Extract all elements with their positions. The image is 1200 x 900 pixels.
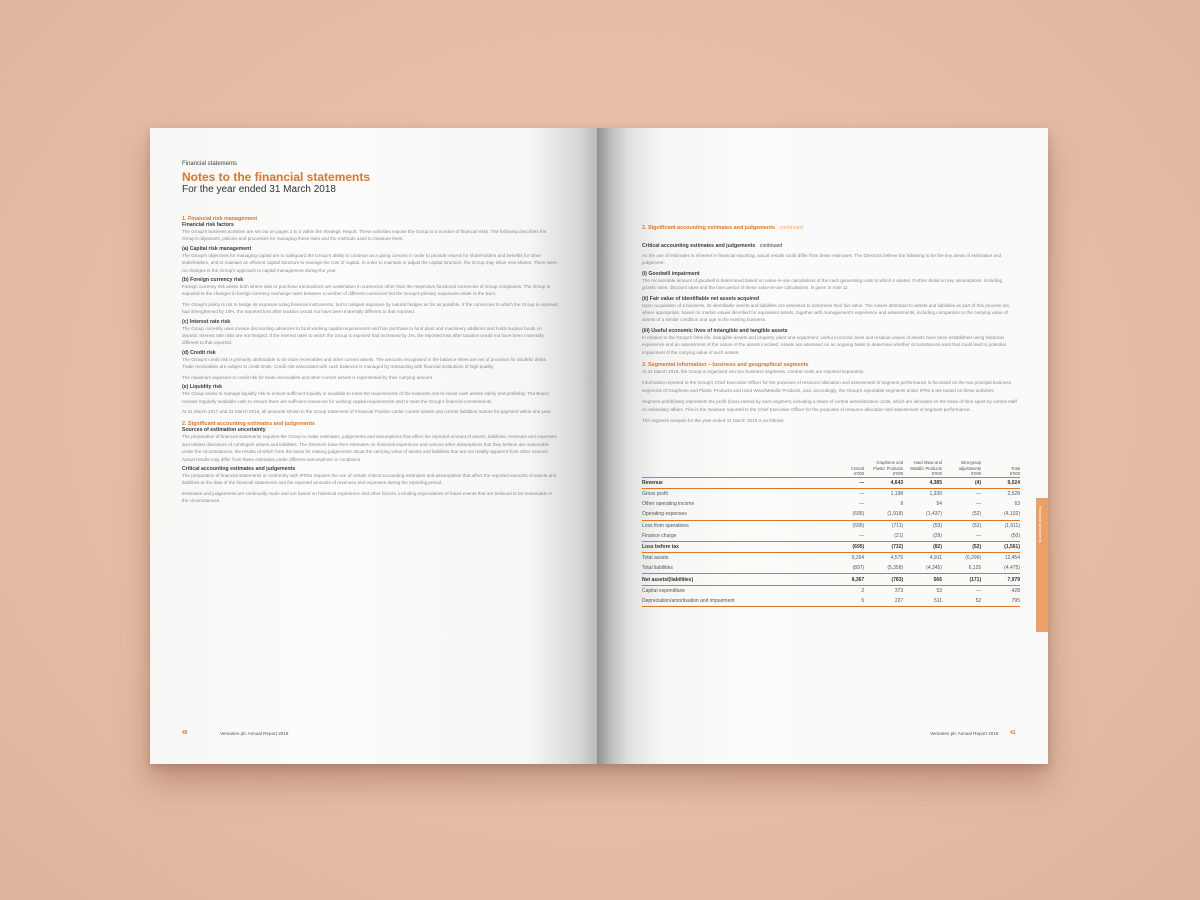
paragraph: Estimates and judgements are continually made and are based on historical experience and other factors, including expectations of future events that are believed to be reasonable in the circumstances.: [182, 490, 553, 504]
sub-heading: Financial risk factors: [182, 222, 234, 228]
row-label: Finance charge: [642, 532, 677, 539]
paragraph: In relation to the Group's finite life, intangible assets and property, plant and equipment, useful economic lives and residual values of assets have been established using historical experience and an assessment of the nature of the assets involved. Assets are assessed on an ongoing basis to determine whether circumstances exist that could lead to potential impairment of the carrying value of such assets.: [642, 334, 1006, 355]
row-label: Total liabilities: [642, 565, 673, 572]
page-number: 40: [182, 730, 188, 736]
sub-heading: Critical accounting estimates and judgements: [182, 465, 296, 472]
table-cell: (21): [894, 532, 904, 539]
table-cell: 7,979: [981, 574, 1020, 585]
table-cell: 566: [903, 574, 942, 585]
table-header-row: [642, 460, 1020, 477]
side-tab-label: Financial statements: [1038, 506, 1043, 543]
table-cell: 9,024: [981, 477, 1020, 488]
table-cell: —: [976, 501, 982, 508]
paragraph: Segment profit/(loss) represents the profit (loss) earned by each segment, including a share of central administration costs, which are allocated on the basis of time spent by central staff on subsidiary affairs. This is the measure reported to the Chief Executive Officer for the purposes of resource allocation and assessment of segment performance.: [642, 399, 1017, 412]
table-cell: 63: [1014, 501, 1020, 508]
table-cell: (52): [942, 541, 981, 552]
sub-heading: (iii) Useful economic lives of intangible and tangible assets: [642, 327, 788, 334]
segment-table: [642, 460, 1020, 607]
sub-heading: (ii) Fair value of identifiable net assets acquired: [642, 295, 760, 302]
sub-heading: (e) Liquidity risk: [182, 384, 223, 391]
table-row: [642, 531, 1020, 542]
sub-heading: (a) Capital risk management: [182, 245, 252, 252]
continued-label: continued: [759, 243, 783, 249]
right-page: [597, 128, 1048, 764]
row-label: Loss from operations: [642, 520, 826, 531]
table-cell: (4,345): [926, 565, 942, 572]
table-cell: —: [826, 477, 865, 488]
section-heading: 2. Significant accounting estimates and judgements: [642, 225, 775, 231]
table-cell: (52): [972, 511, 982, 518]
sub-heading: Critical accounting estimates and judgements: [642, 243, 756, 249]
row-label: Revenue: [642, 477, 826, 488]
paragraph: The Group's objectives for managing capital are to safeguard the Group's ability to continue as a going concern in order to provide returns for shareholders and benefits for other stakeholders, and to maintain an efficient capital structure to manage the cost of capital. In order to maintain or adjust the capital structure, the Group may issue new shares. There were no changes in the Group's approach to capital management during the year.: [182, 252, 557, 273]
column-header: Central €'000: [850, 465, 865, 477]
table-cell: —: [976, 532, 982, 539]
table-cell: (695): [826, 541, 865, 552]
table-cell: (82): [903, 541, 942, 552]
row-label: Capital expenditure: [642, 587, 686, 594]
paragraph: Foreign currency risk arises both where sale or purchase transactions are undertaken in currencies other than the respective functional currencies of Group companies. The Group is exposed to the changes in foreign currency exchange rates between a number of different currencies but the Group's primary exposures relate to the Euro.: [182, 284, 551, 297]
paragraph: The Group seeks to manage liquidity risk to ensure sufficient liquidity is available to meet the requirements of the business and to invest cash assets safely and profitably. The Board reviews regularly available cash to ensure there are sufficient resources for working capital requirements and to meet the Group's financial commitments.: [182, 391, 549, 404]
table-cell: —: [976, 587, 982, 594]
table-cell: 2: [861, 587, 865, 594]
table-cell: (897): [852, 565, 865, 572]
table-cell: (5,358): [887, 565, 904, 572]
table-cell: 4,643: [864, 477, 903, 488]
section-heading: 1. Financial risk management: [182, 216, 258, 222]
table-row: [642, 477, 1020, 488]
table-cell: (6,296): [965, 555, 982, 562]
table-cell: 4,385: [903, 477, 942, 488]
table-cell: (171): [942, 574, 981, 585]
column-header: Graphene and Plastic Products €'000: [873, 460, 904, 477]
sub-heading: (c) Interest rate risk: [182, 318, 231, 325]
paragraph: The preparation of financial statements requires the Group to make estimates, judgements and assumptions that affect the reported amount of assets, liabilities, revenues and expenses and related disclosure of contingent assets and liabilities. The Directors base their estimates on historical experience and various other assumptions that they believe are reasonable under the circumstances, the results of which form the basis for making judgements about the carrying value of assets and liabilities that are not readily apparent from other sources. Actual results may differ from these estimates under different assumptions or conditions.: [182, 434, 557, 462]
table-cell: —: [859, 532, 865, 539]
table-cell: 2,528: [1007, 491, 1020, 498]
paragraph: The recoverable amount of goodwill is determined based on value-in-use calculations of the cash generating units to which it relates. Further detail on key assumptions, including growth rates, discount rates and the time period of these value-in-use calculations, is given in note 11.: [642, 277, 1003, 291]
table-row: [642, 499, 1020, 509]
paragraph: Upon acquisition of a business, its identifiable assets and liabilities are assessed to determine their fair value. The values attributed to assets and liabilities as part of this process are, where appropriate, based on market values identified for equivalent assets, together with management's experience and assessments, including comparison to the carrying value of assets of a similar condition and age in the existing business.: [642, 302, 1011, 323]
row-label: Total assets: [642, 555, 669, 562]
page-number: 41: [1010, 730, 1016, 736]
table-cell: —: [859, 491, 865, 498]
table-cell: (52): [942, 520, 981, 531]
column-header: Intra-group adjustments €'000: [958, 460, 982, 477]
table-cell: —: [976, 491, 982, 498]
table-cell: 8,367: [826, 574, 865, 585]
page-subtitle: For the year ended 31 March 2018: [182, 184, 336, 195]
table-row: [642, 596, 1020, 607]
column-header: Hard Wear and Metallic Products €'000: [910, 460, 942, 477]
table-cell: (695): [852, 511, 865, 518]
paragraph: The preparation of financial statements in conformity with IFRSs requires the use of certain critical accounting estimates and assumptions that affect the reported amounts of assets and liabilities at the date of the financial statements and the reported amounts of revenues and expenses during the reporting period.: [182, 472, 557, 486]
sub-heading: (d) Credit risk: [182, 349, 216, 356]
table-cell: (783): [864, 574, 903, 585]
footer-text: Versarien plc Annual Report 2018: [220, 731, 289, 736]
segment-table-grid: [642, 460, 1020, 607]
sub-heading: Sources of estimation uncertainty: [182, 427, 266, 434]
paragraph: Information reported to the Group's Chief Executive Officer for the purposes of resource allocation and assessment of segment performance is focussed on the two principal business segments of Graphene and Plastic Products and Hard Wear/Metallic Products, and, accordingly, the Group's reportable segments under IFRS 8 are based on these activities.: [642, 380, 1011, 393]
table-row: [642, 541, 1020, 552]
table-cell: (1,561): [981, 541, 1020, 552]
row-label: Gross profit: [642, 491, 668, 498]
table-row: [642, 509, 1020, 520]
table-cell: 4,911: [929, 555, 942, 562]
row-label: Depreciation/amortisation and impairment: [642, 596, 826, 607]
table-cell: (732): [864, 541, 903, 552]
table-cell: 1,330: [929, 491, 942, 498]
table-cell: 6,125: [968, 565, 982, 572]
table-cell: (4,475): [1004, 565, 1020, 572]
table-cell: (711): [864, 520, 903, 531]
table-cell: (53): [903, 520, 942, 531]
table-cell: —: [859, 501, 865, 508]
section-heading: 2. Significant accounting estimates and judgements: [182, 421, 315, 428]
table-cell: 5: [826, 596, 865, 607]
paragraph: At 31 March 2018, the Group is organised into two business segments. Central costs are reported separately.: [642, 369, 865, 375]
table-cell: 9,264: [851, 555, 865, 562]
table-cell: 428: [1011, 587, 1020, 594]
paragraph: The segment analysis for the year ended 31 March 2018 is as follows:: [642, 418, 785, 424]
table-cell: 53: [936, 587, 942, 594]
row-label: Loss before tax: [642, 541, 826, 552]
table-cell: 52: [942, 596, 981, 607]
section-heading: 3. Segmental information – business and geographical segments: [642, 362, 809, 369]
table-cell: 795: [981, 596, 1020, 607]
table-row: [642, 488, 1020, 499]
row-label: Other operating income: [642, 501, 695, 508]
table-cell: 227: [864, 596, 903, 607]
table-cell: (1,437): [926, 511, 942, 518]
table-cell: 1,198: [890, 491, 904, 498]
table-cell: 511: [903, 596, 942, 607]
table-cell: 12,454: [1004, 555, 1020, 562]
row-label: Operating expenses: [642, 511, 687, 518]
table-row: [642, 520, 1020, 531]
paragraph: The Group currently uses invoice discounting advances to fund working capital requirements and hire purchase to fund plant and machinery additions and holds surplus funds on deposit. Interest rate risks are not hedged. If the interest rates to which the Group is exposed had increased by 1%, the reported loss after taxation would not have been materially different to that reported.: [182, 325, 544, 346]
table-cell: (4): [942, 477, 981, 488]
paragraph: The Group's credit risk is primarily attributable to its trade receivables and other current assets. The amounts recognised in the balance sheet are net of provision for doubtful debts. Trade receivables are subject to credit limits. Credit risk associated with cash balances is managed by transacting with financial institutions of high quality.: [182, 356, 548, 370]
sub-heading: (i) Goodwill impairment: [642, 270, 700, 277]
table-cell: (4,102): [1004, 511, 1020, 518]
table-cell: (695): [826, 520, 865, 531]
table-cell: 9: [900, 501, 904, 508]
section-kicker: Financial statements: [182, 161, 238, 167]
row-label: Net assets/(liabilities): [642, 574, 826, 585]
left-page: [150, 128, 597, 764]
table-cell: (50): [1011, 532, 1020, 539]
table-row: [642, 585, 1020, 596]
table-row: [642, 563, 1020, 574]
paragraph: The Group's policy is not to hedge its exposure using financial instruments, but to mitigate exposure by natural hedges as far as possible. If the currencies to which the Group is exposed had strengthened by 10%, the reported loss after taxation would not have been materially different to that reported.: [182, 301, 558, 315]
footer-text: Versarien plc Annual Report 2018: [930, 731, 999, 736]
right-body: [642, 216, 1017, 425]
table-cell: (1,918): [887, 511, 904, 518]
left-body: [182, 216, 558, 505]
paragraph: As the use of estimates is inherent in financial reporting, actual results could differ from these estimates. The Directors believe the following to be the key areas of estimation and judgement:: [642, 253, 1002, 266]
page-title: Notes to the financial statements: [182, 170, 371, 184]
paragraph: The maximum exposure to credit risk for trade receivables and other current assets is represented by their carrying amount.: [182, 374, 434, 380]
paragraph: At 31 March 2017 and 31 March 2018, all amounts shown in the Group Statement of Financial Position under current assets and current liabilities mature for payment within one year.: [182, 408, 552, 414]
table-cell: 54: [936, 501, 942, 508]
continued-label: continued: [779, 225, 803, 231]
side-tab: [1036, 498, 1048, 632]
table-cell: (29): [933, 532, 942, 539]
sub-heading: (b) Foreign currency risk: [182, 277, 244, 284]
paragraph: The Group's business activities are set out on pages 2 to 3 within the Strategic Report. These activities expose the Group to a number of financial risks. The following describes the Group's objectives, policies and processes for managing these risks and the methods used to measure them.: [182, 229, 547, 242]
table-cell: 4,575: [890, 555, 904, 562]
table-row: [642, 574, 1020, 585]
table-cell: 373: [894, 587, 904, 594]
table-cell: (1,511): [981, 520, 1020, 531]
table-row: [642, 553, 1020, 564]
column-header: Total €'000: [1009, 465, 1020, 477]
